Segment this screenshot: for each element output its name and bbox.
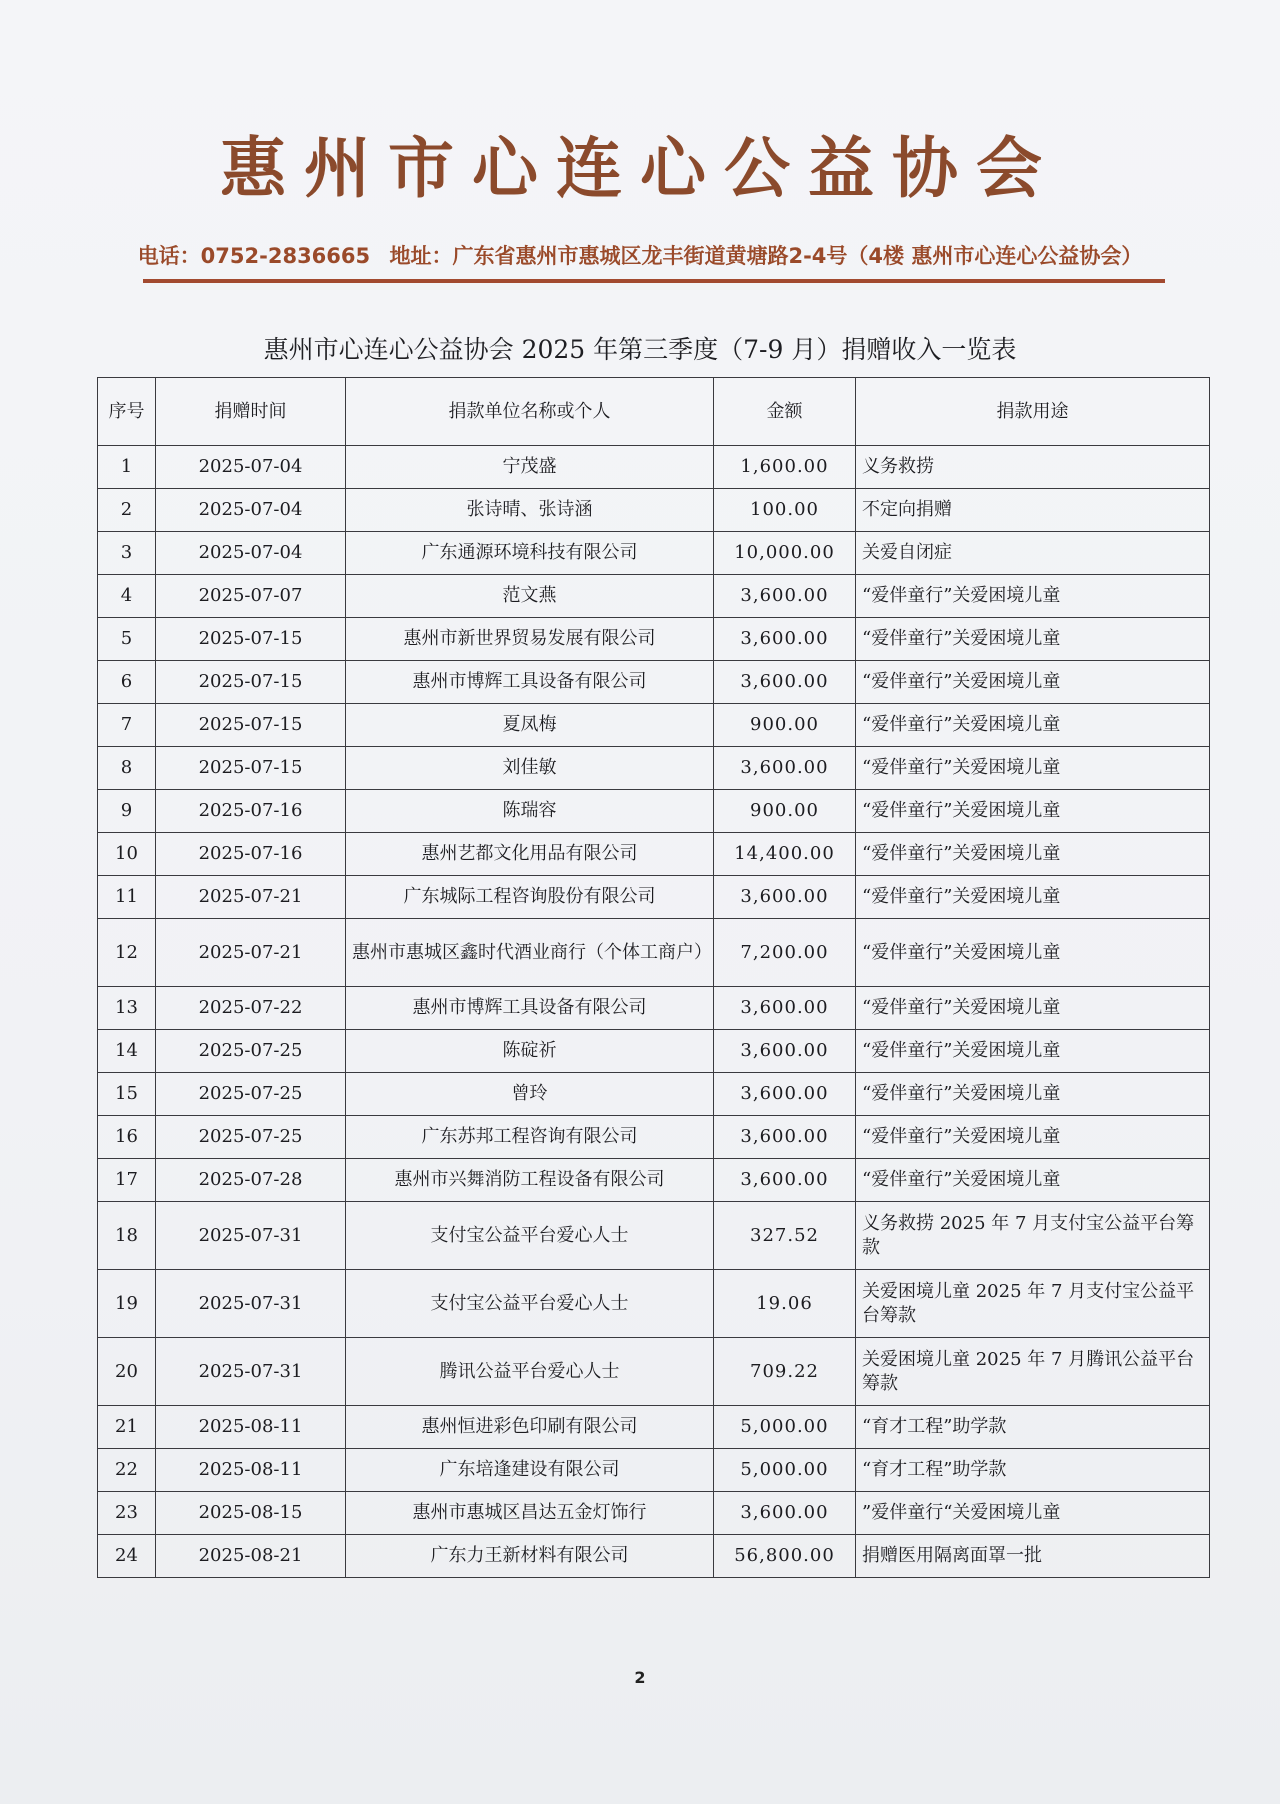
cell-donor: 惠州市惠城区鑫时代酒业商行（个体工商户） xyxy=(346,919,714,987)
cell-amount: 3,600.00 xyxy=(714,1073,856,1116)
cell-num: 4 xyxy=(98,575,156,618)
cell-donor: 支付宝公益平台爱心人士 xyxy=(346,1202,714,1270)
cell-use: “育才工程”助学款 xyxy=(856,1406,1210,1449)
cell-use: 义务救捞 2025 年 7 月支付宝公益平台筹款 xyxy=(856,1202,1210,1270)
cell-amount: 3,600.00 xyxy=(714,747,856,790)
letterhead-divider xyxy=(143,279,1165,283)
cell-use: “爱伴童行”关爱困境儿童 xyxy=(856,1116,1210,1159)
table-body xyxy=(98,446,1210,1578)
cell-use: 关爱困境儿童 2025 年 7 月腾讯公益平台筹款 xyxy=(856,1338,1210,1406)
table-row xyxy=(98,876,1210,919)
cell-amount: 5,000.00 xyxy=(714,1449,856,1492)
cell-date: 2025-08-15 xyxy=(156,1492,346,1535)
cell-donor: 惠州恒进彩色印刷有限公司 xyxy=(346,1406,714,1449)
cell-num: 8 xyxy=(98,747,156,790)
table-row xyxy=(98,489,1210,532)
cell-num: 12 xyxy=(98,919,156,987)
table-row xyxy=(98,919,1210,987)
cell-amount: 5,000.00 xyxy=(714,1406,856,1449)
cell-amount: 900.00 xyxy=(714,704,856,747)
letterhead-org-name: 惠州市心连心公益协会 xyxy=(220,129,1060,207)
cell-num: 2 xyxy=(98,489,156,532)
cell-date: 2025-07-31 xyxy=(156,1270,346,1338)
cell-use: “爱伴童行”关爱困境儿童 xyxy=(856,1030,1210,1073)
cell-use: 关爱困境儿童 2025 年 7 月支付宝公益平台筹款 xyxy=(856,1270,1210,1338)
cell-use: “爱伴童行”关爱困境儿童 xyxy=(856,747,1210,790)
cell-donor: 范文燕 xyxy=(346,575,714,618)
cell-num: 19 xyxy=(98,1270,156,1338)
cell-date: 2025-07-07 xyxy=(156,575,346,618)
cell-amount: 19.06 xyxy=(714,1270,856,1338)
cell-donor: 陈瑞容 xyxy=(346,790,714,833)
cell-use: “爱伴童行”关爱困境儿童 xyxy=(856,790,1210,833)
cell-date: 2025-07-15 xyxy=(156,661,346,704)
table-row xyxy=(98,1270,1210,1338)
cell-donor: 张诗晴、张诗涵 xyxy=(346,489,714,532)
cell-num: 10 xyxy=(98,833,156,876)
table-row xyxy=(98,747,1210,790)
cell-donor: 腾讯公益平台爱心人士 xyxy=(346,1338,714,1406)
cell-num: 17 xyxy=(98,1159,156,1202)
cell-use: “爱伴童行”关爱困境儿童 xyxy=(856,833,1210,876)
cell-amount: 3,600.00 xyxy=(714,661,856,704)
cell-num: 16 xyxy=(98,1116,156,1159)
cell-date: 2025-07-16 xyxy=(156,790,346,833)
table-row xyxy=(98,987,1210,1030)
cell-num: 20 xyxy=(98,1338,156,1406)
cell-donor: 刘佳敏 xyxy=(346,747,714,790)
table-row xyxy=(98,1116,1210,1159)
cell-date: 2025-07-15 xyxy=(156,747,346,790)
document-title: 惠州市心连心公益协会 2025 年第三季度（7-9 月）捐赠收入一览表 xyxy=(263,335,1017,364)
cell-amount: 7,200.00 xyxy=(714,919,856,987)
cell-donor: 夏凤梅 xyxy=(346,704,714,747)
cell-amount: 709.22 xyxy=(714,1338,856,1406)
cell-donor: 广东培逢建设有限公司 xyxy=(346,1449,714,1492)
table-row xyxy=(98,575,1210,618)
cell-num: 9 xyxy=(98,790,156,833)
cell-num: 3 xyxy=(98,532,156,575)
table-row xyxy=(98,1406,1210,1449)
cell-num: 7 xyxy=(98,704,156,747)
cell-donor: 广东力王新材料有限公司 xyxy=(346,1535,714,1578)
cell-donor: 惠州市新世界贸易发展有限公司 xyxy=(346,618,714,661)
table-row xyxy=(98,1535,1210,1578)
cell-amount: 10,000.00 xyxy=(714,532,856,575)
cell-use: 不定向捐赠 xyxy=(856,489,1210,532)
cell-use: 义务救捞 xyxy=(856,446,1210,489)
cell-date: 2025-07-15 xyxy=(156,704,346,747)
cell-date: 2025-07-04 xyxy=(156,532,346,575)
header-donor: 捐款单位名称或个人 xyxy=(346,378,714,446)
cell-use: 关爱自闭症 xyxy=(856,532,1210,575)
cell-date: 2025-07-04 xyxy=(156,446,346,489)
cell-date: 2025-07-22 xyxy=(156,987,346,1030)
cell-use: “爱伴童行”关爱困境儿童 xyxy=(856,575,1210,618)
cell-num: 14 xyxy=(98,1030,156,1073)
cell-donor: 陈碇祈 xyxy=(346,1030,714,1073)
cell-amount: 3,600.00 xyxy=(714,618,856,661)
cell-num: 24 xyxy=(98,1535,156,1578)
table-row xyxy=(98,1073,1210,1116)
cell-donor: 广东苏邦工程咨询有限公司 xyxy=(346,1116,714,1159)
letterhead-address: 地址：广东省惠州市惠城区龙丰街道黄塘路2-4号（4楼 惠州市心连心公益协会） xyxy=(389,244,1143,268)
header-use: 捐款用途 xyxy=(856,378,1210,446)
cell-amount: 3,600.00 xyxy=(714,1159,856,1202)
cell-date: 2025-07-04 xyxy=(156,489,346,532)
cell-donor: 惠州市博辉工具设备有限公司 xyxy=(346,987,714,1030)
cell-num: 18 xyxy=(98,1202,156,1270)
cell-num: 13 xyxy=(98,987,156,1030)
header-amount: 金额 xyxy=(714,378,856,446)
cell-num: 23 xyxy=(98,1492,156,1535)
cell-donor: 支付宝公益平台爱心人士 xyxy=(346,1270,714,1338)
cell-donor: 曾玲 xyxy=(346,1073,714,1116)
cell-amount: 3,600.00 xyxy=(714,987,856,1030)
cell-num: 21 xyxy=(98,1406,156,1449)
table-row xyxy=(98,446,1210,489)
cell-date: 2025-07-16 xyxy=(156,833,346,876)
cell-date: 2025-07-21 xyxy=(156,919,346,987)
header-num: 序号 xyxy=(98,378,156,446)
table-row xyxy=(98,1030,1210,1073)
letterhead-phone: 电话：0752-2836665 xyxy=(137,244,371,268)
cell-date: 2025-08-21 xyxy=(156,1535,346,1578)
table-row xyxy=(98,1338,1210,1406)
cell-donor: 惠州市惠城区昌达五金灯饰行 xyxy=(346,1492,714,1535)
table-header-row xyxy=(98,378,1210,446)
cell-num: 5 xyxy=(98,618,156,661)
header-date: 捐赠时间 xyxy=(156,378,346,446)
cell-amount: 1,600.00 xyxy=(714,446,856,489)
cell-date: 2025-07-25 xyxy=(156,1030,346,1073)
cell-donor: 宁茂盛 xyxy=(346,446,714,489)
table-row xyxy=(98,790,1210,833)
cell-donor: 广东城际工程咨询股份有限公司 xyxy=(346,876,714,919)
cell-amount: 3,600.00 xyxy=(714,876,856,919)
cell-amount: 327.52 xyxy=(714,1202,856,1270)
cell-donor: 惠州艺都文化用品有限公司 xyxy=(346,833,714,876)
cell-num: 11 xyxy=(98,876,156,919)
table-row xyxy=(98,661,1210,704)
cell-num: 22 xyxy=(98,1449,156,1492)
donation-table xyxy=(97,377,1210,1578)
cell-date: 2025-07-31 xyxy=(156,1202,346,1270)
table-row xyxy=(98,704,1210,747)
cell-use: “育才工程”助学款 xyxy=(856,1449,1210,1492)
cell-amount: 56,800.00 xyxy=(714,1535,856,1578)
cell-use: “爱伴童行”关爱困境儿童 xyxy=(856,876,1210,919)
cell-amount: 3,600.00 xyxy=(714,1116,856,1159)
cell-amount: 3,600.00 xyxy=(714,575,856,618)
cell-donor: 广东通源环境科技有限公司 xyxy=(346,532,714,575)
cell-date: 2025-07-21 xyxy=(156,876,346,919)
table-row xyxy=(98,1202,1210,1270)
cell-use: ”爱伴童行“关爱困境儿童 xyxy=(856,1492,1210,1535)
table-row xyxy=(98,1492,1210,1535)
cell-date: 2025-07-25 xyxy=(156,1073,346,1116)
table-row xyxy=(98,1449,1210,1492)
cell-date: 2025-08-11 xyxy=(156,1406,346,1449)
cell-use: “爱伴童行”关爱困境儿童 xyxy=(856,1159,1210,1202)
table-row xyxy=(98,833,1210,876)
cell-date: 2025-07-25 xyxy=(156,1116,346,1159)
cell-amount: 14,400.00 xyxy=(714,833,856,876)
cell-use: “爱伴童行”关爱困境儿童 xyxy=(856,1073,1210,1116)
cell-amount: 3,600.00 xyxy=(714,1492,856,1535)
cell-use: “爱伴童行”关爱困境儿童 xyxy=(856,661,1210,704)
cell-date: 2025-08-11 xyxy=(156,1449,346,1492)
table-row xyxy=(98,618,1210,661)
letterhead-contact-line xyxy=(0,240,1280,270)
table-row xyxy=(98,1159,1210,1202)
cell-date: 2025-07-31 xyxy=(156,1338,346,1406)
cell-num: 1 xyxy=(98,446,156,489)
cell-num: 6 xyxy=(98,661,156,704)
cell-date: 2025-07-28 xyxy=(156,1159,346,1202)
cell-use: “爱伴童行”关爱困境儿童 xyxy=(856,618,1210,661)
cell-donor: 惠州市博辉工具设备有限公司 xyxy=(346,661,714,704)
cell-use: “爱伴童行”关爱困境儿童 xyxy=(856,919,1210,987)
cell-use: 捐赠医用隔离面罩一批 xyxy=(856,1535,1210,1578)
page-number: 2 xyxy=(634,1668,646,1687)
cell-use: “爱伴童行”关爱困境儿童 xyxy=(856,704,1210,747)
cell-date: 2025-07-15 xyxy=(156,618,346,661)
cell-amount: 900.00 xyxy=(714,790,856,833)
cell-use: “爱伴童行”关爱困境儿童 xyxy=(856,987,1210,1030)
cell-amount: 100.00 xyxy=(714,489,856,532)
cell-donor: 惠州市兴舞消防工程设备有限公司 xyxy=(346,1159,714,1202)
cell-amount: 3,600.00 xyxy=(714,1030,856,1073)
cell-num: 15 xyxy=(98,1073,156,1116)
table-row xyxy=(98,532,1210,575)
